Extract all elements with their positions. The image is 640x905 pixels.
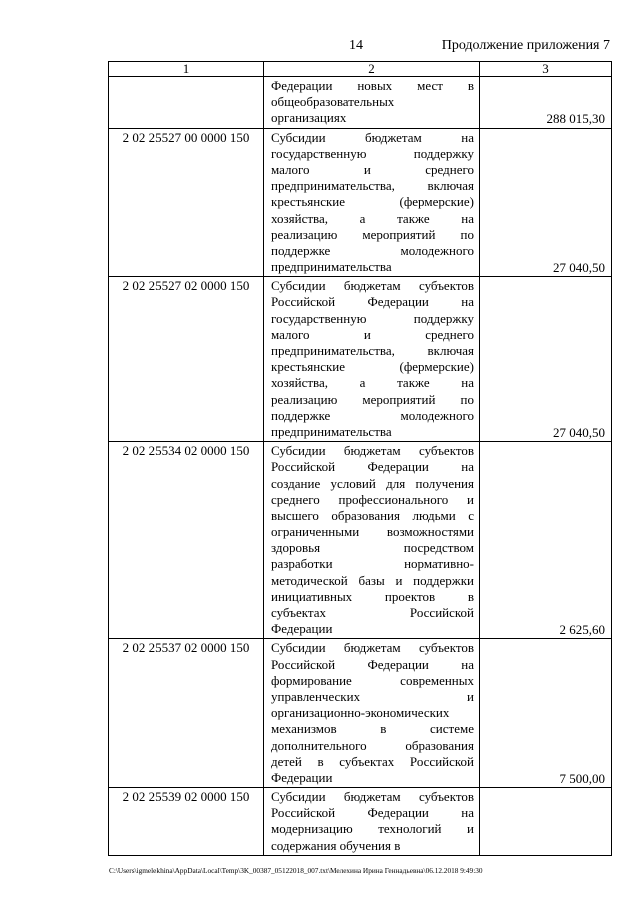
row-code: 2 02 25527 00 0000 150 [109,128,264,277]
row-code: 2 02 25537 02 0000 150 [109,639,264,788]
row-code: 2 02 25539 02 0000 150 [109,788,264,856]
description-line: предпринимательства, включая [271,343,474,358]
description-line: создание условий для получения [271,475,474,491]
row-amount: 27 040,50 [480,277,612,442]
description-line: ограниченными возможностями [271,524,474,540]
column-header-2: 2 [264,62,480,77]
description-line: механизмов в системе [271,721,474,737]
description-line: Российской Федерации на [271,294,474,310]
description-line: содержания обучения в [271,837,401,853]
description-line: Субсидии бюджетам субъектов [271,278,474,294]
description-line: общеобразовательных [271,94,395,110]
description-line: реализацию мероприятий по [271,391,474,407]
row-description [264,77,480,129]
table-row [109,77,612,129]
row-code: 2 02 25527 02 0000 150 [109,277,264,442]
description-line: Российской Федерации на [271,459,474,475]
description-line: реализацию мероприятий по [271,226,474,242]
description-line: государственную поддержку [271,145,474,161]
footer-file-path: C:\Users\igmelekhina\AppData\Local\Temp\3K_00387_05122018_007.txt\Мелехина Ирина Геннадьевна\06.12.2018 9:49:30 [109,866,483,875]
description-line: Федерации новых мест в [271,78,474,93]
description-line: Субсидии бюджетам субъектов [271,640,474,656]
budget-table [108,61,612,856]
column-header-3: 3 [480,62,612,77]
row-description [264,639,480,788]
description-line: детей в субъектах Российской [271,753,474,769]
description-line: Федерации [271,769,333,785]
table-row [109,128,612,277]
description-line: малого и среднего [271,161,474,177]
description-line: Субсидии бюджетам субъектов [271,789,474,805]
row-amount: 7 500,00 [480,639,612,788]
row-amount: 27 040,50 [480,128,612,277]
description-line: методической базы и поддержки [271,572,474,588]
description-line: разработки нормативно- [271,556,474,572]
column-header-1: 1 [109,62,264,77]
description-line: крестьянские (фермерские) [271,359,474,375]
description-line: Федерации [271,621,333,637]
description-line: организационно-экономических [271,705,450,721]
row-description [264,788,480,856]
row-amount: 2 625,60 [480,442,612,639]
table-body [109,77,612,856]
description-line: дополнительного образования [271,737,474,753]
description-line: крестьянские (фермерские) [271,194,474,210]
description-line: Российской Федерации на [271,656,474,672]
description-line: формирование современных [271,672,474,688]
description-line: государственную поддержку [271,310,474,326]
row-code: 2 02 25534 02 0000 150 [109,442,264,639]
row-code [109,77,264,129]
table-row [109,788,612,856]
description-line: хозяйства, а также на [271,210,474,226]
description-line: среднего профессионального и [271,491,474,507]
description-line: поддержке молодежного [271,407,474,423]
description-line: Российской Федерации на [271,805,474,821]
description-line: предпринимательства, включая [271,178,474,194]
description-line: модернизацию технологий и [271,821,474,837]
table-row [109,277,612,442]
row-amount: 288 015,30 [480,77,612,129]
row-description [264,277,480,442]
row-description [264,442,480,639]
description-line: Субсидии бюджетам субъектов [271,443,474,459]
description-line: высшего образования людьми с [271,507,474,523]
row-amount [480,788,612,856]
description-line: предпринимательства [271,259,392,275]
description-line: малого и среднего [271,326,474,342]
description-line: субъектах Российской [271,605,474,620]
table-header-row [109,62,612,77]
table-row [109,639,612,788]
table-row [109,442,612,639]
row-description [264,128,480,277]
description-line: хозяйства, а также на [271,375,474,391]
description-line: поддержке молодежного [271,242,474,258]
description-line: управленческих и [271,688,474,704]
description-line: организациях [271,110,347,126]
description-line: здоровья посредством [271,540,474,556]
page-number: 14 [349,38,363,53]
description-line: предпринимательства [271,423,392,439]
continuation-note: Продолжение приложения 7 [441,38,610,53]
description-line: Субсидии бюджетам на [271,129,474,145]
description-line: инициативных проектов в [271,588,474,604]
